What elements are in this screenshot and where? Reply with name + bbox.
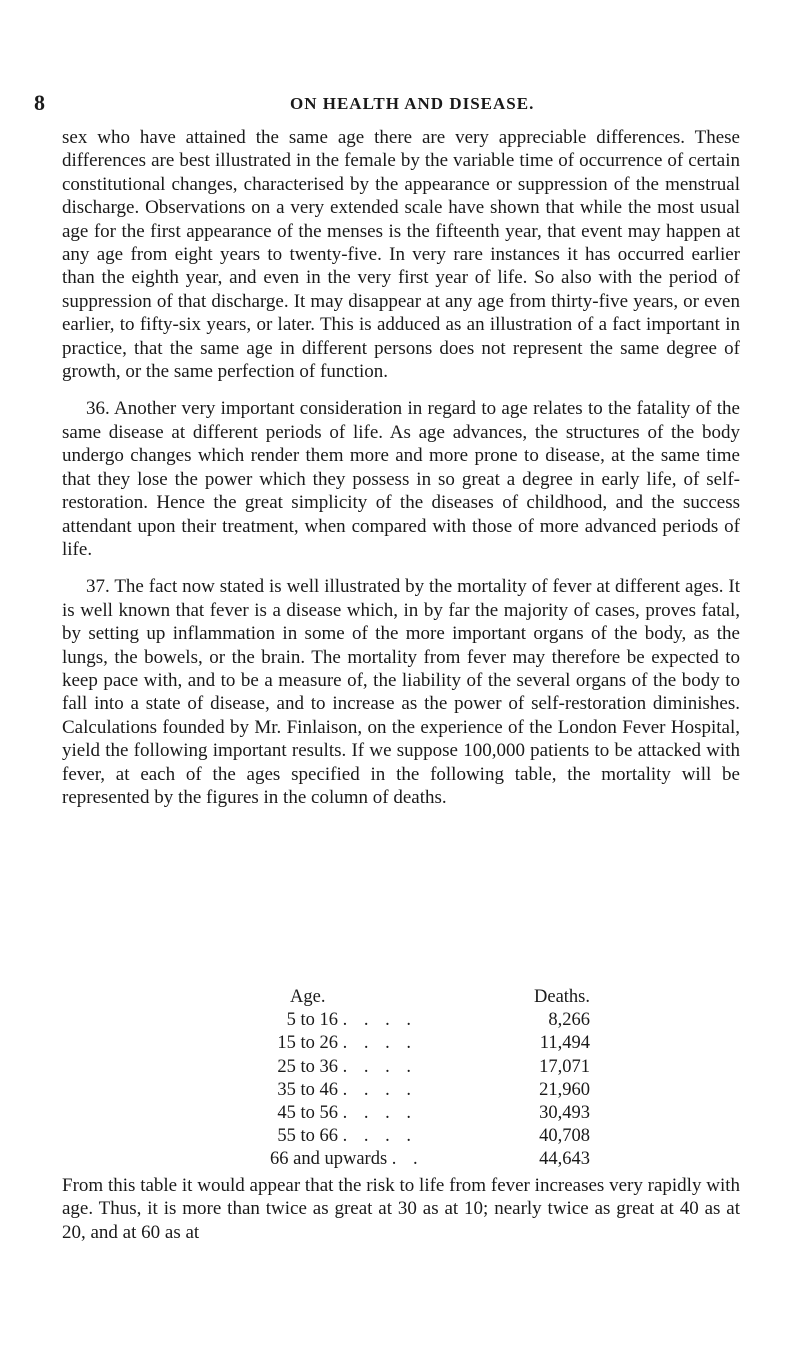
deaths-value: 8,266: [548, 1010, 590, 1031]
paragraph-conclusion: From this table it would appear that the risk to life from fever increases very rapidly with age. Thus, it is more than twice as great at 30 as at 10; nearly twice as great at 40 as at 20, and at 60 as at: [62, 1175, 740, 1243]
paragraph-36: 36. Another very important consideration in regard to age relates to the fatality of the same disease at different periods of life. As age advances, the structures of the body undergo changes which render them more and more prone to disease, at the same time that they lose the power which they possess in so great a degree in early life, of self-restoration. Hence the great simplicity of the diseases of childhood, and the success attendant upon their treatment, when compared with those of more advanced periods of life.: [62, 398, 740, 560]
table-row: [270, 1125, 590, 1148]
dot-leader: . . . .: [342, 1103, 417, 1124]
table-row: [270, 1009, 590, 1032]
fever-mortality-table: [270, 986, 590, 1172]
running-title: ON HEALTH AND DISEASE.: [290, 94, 535, 113]
age-range: 5 to 16: [286, 1010, 338, 1031]
dot-leader: . . . .: [342, 1010, 417, 1031]
dot-leader: . . . .: [342, 1033, 417, 1054]
dot-leader: . . . .: [342, 1056, 417, 1077]
dot-leader: . .: [391, 1149, 424, 1170]
paragraph-37: 37. The fact now stated is well illustrated by the mortality of fever at different ages. It is well known that fever is a disease which, in by far the majority of cases, proves fatal, by setting up inflammation in some of the more important organs of the body, as the lungs, the bowels, or the brain. The mortality from fever may therefore be expected to keep pace with, and to be a measure of, the liability of the several organs of the body to fall into a state of disease, and to increase as the power of self-restoration diminishes. Calculations founded by Mr. Finlaison, on the experience of the London Fever Hospital, yield the following important results. If we suppose 100,000 patients to be attacked with fever, at each of the ages specified in the following table, the mortality will be represented by the figures in the column of deaths.: [62, 576, 740, 808]
deaths-value: 21,960: [539, 1079, 590, 1100]
deaths-value: 40,708: [539, 1126, 590, 1147]
table-row: [270, 1032, 590, 1055]
page-number: 8: [34, 90, 45, 115]
age-range: 66 and upwards: [270, 1149, 388, 1170]
age-range: 55 to 66: [277, 1126, 338, 1147]
paragraph-continuation: sex who have attained the same age there are very appreciable differences. These differences are best illustrated in the female by the variable time of occurrence of certain constitutional changes, characterised by the appearance or suppression of the menstrual discharge. Observations on a very extended scale have shown that while the most usual age for the first appearance of the menses is the fifteenth year, that event may happen at any age from eight years to twenty-five. In very rare instances it has occurred earlier than the eighth year, and even in the very first year of life. So also with the period of suppression of that discharge. It may disappear at any age from thirty-five years, or even earlier, to fifty-six years, or later. This is adduced as an illustration of a fact important in practice, that the same age in different persons does not represent the same degree of growth, or the same perfection of function.: [62, 127, 740, 383]
table-row: [270, 1056, 590, 1079]
table-row: [270, 1079, 590, 1102]
deaths-value: 30,493: [539, 1103, 590, 1124]
deaths-value: 44,643: [539, 1149, 590, 1170]
body-text: [62, 126, 740, 809]
dot-leader: . . . .: [342, 1126, 417, 1147]
age-range: 15 to 26: [277, 1033, 338, 1054]
deaths-value: 11,494: [539, 1033, 590, 1054]
deaths-column-header: Deaths.: [534, 987, 590, 1007]
table-row: [270, 1148, 590, 1171]
deaths-value: 17,071: [539, 1056, 590, 1077]
age-range: 45 to 56: [277, 1103, 338, 1124]
closing-text: [62, 1174, 740, 1244]
table-header-row: [270, 986, 590, 1009]
age-range: 25 to 36: [277, 1056, 338, 1077]
age-column-header: Age.: [290, 987, 326, 1007]
table-row: [270, 1102, 590, 1125]
age-range: 35 to 46: [277, 1079, 338, 1100]
dot-leader: . . . .: [342, 1079, 417, 1100]
